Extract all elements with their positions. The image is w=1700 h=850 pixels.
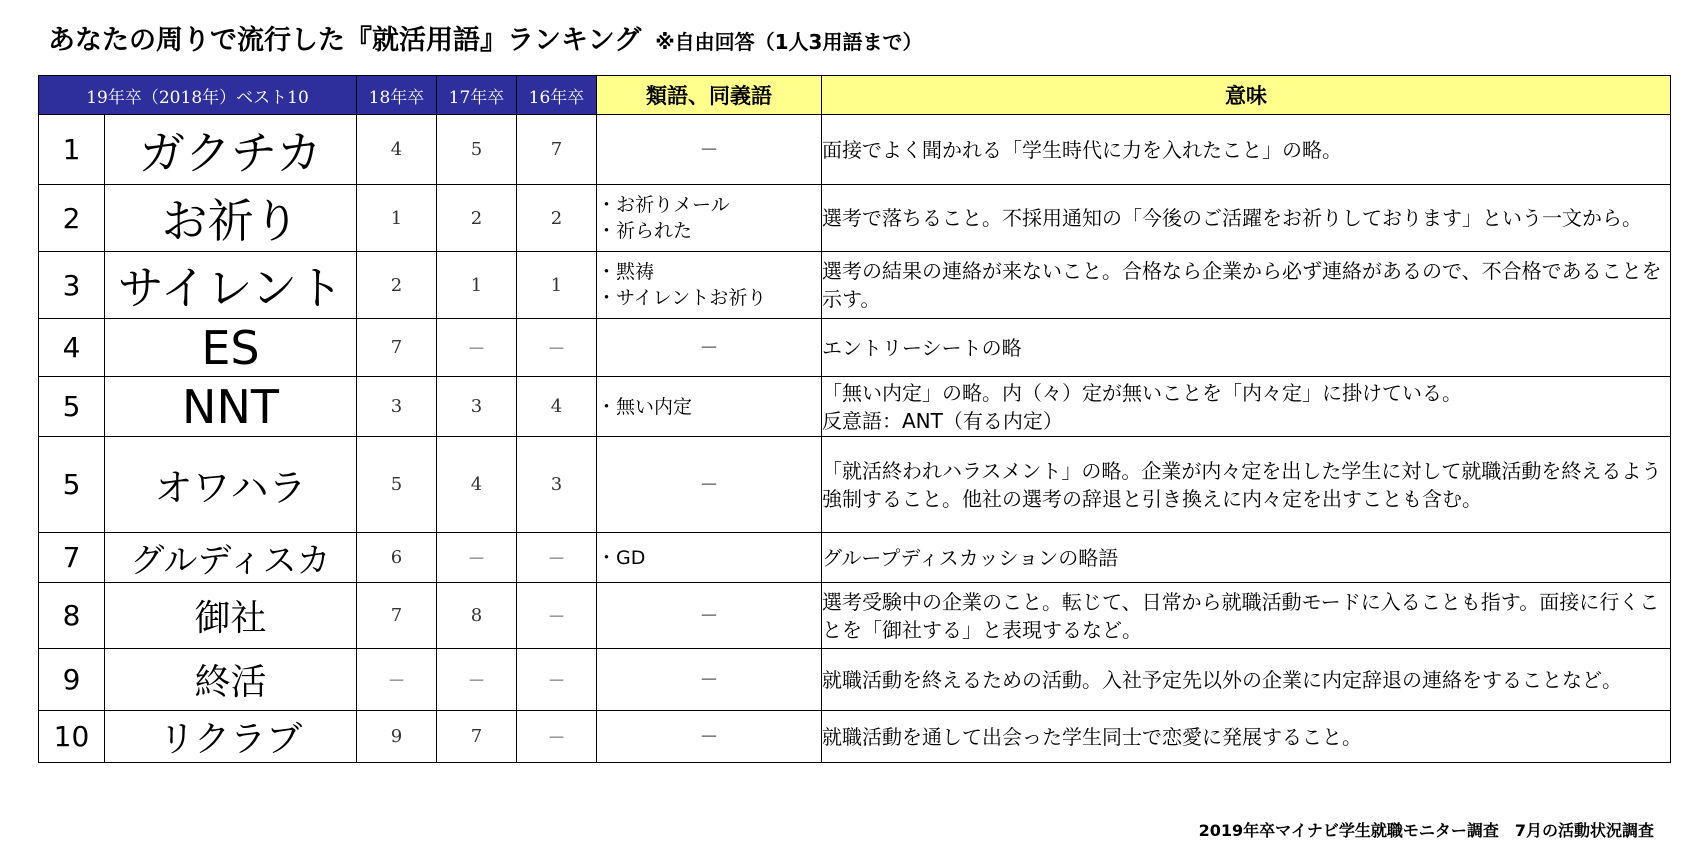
- header-best10: 19年卒（2018年）ベスト10: [39, 76, 357, 115]
- synonyms-cell: [597, 437, 822, 533]
- year18-cell: 9: [357, 711, 437, 763]
- table-row: [39, 437, 1671, 533]
- year17-cell: 2: [437, 185, 517, 252]
- rank-cell: 3: [39, 252, 105, 319]
- term-cell: リクラブ: [105, 711, 357, 763]
- rank-cell: 10: [39, 711, 105, 763]
- year16-cell: －: [517, 319, 597, 377]
- meaning-text: 「無い内定」の略。内（々）定が無いことを「内々定」に掛けている。: [822, 380, 1462, 405]
- header-synonyms: 類語、同義語: [597, 76, 822, 115]
- header-18: 18年卒: [357, 76, 437, 115]
- synonyms-cell: [597, 115, 822, 185]
- title-main: あなたの周りで流行した『就活用語』ランキング: [48, 25, 642, 56]
- meaning-text: 就職活動を通して出会った学生同士で恋愛に発展すること。: [822, 724, 1362, 749]
- rank-cell: 5: [39, 377, 105, 437]
- rank-cell: 8: [39, 583, 105, 649]
- ranking-table: [38, 75, 1671, 763]
- term-cell: 御社: [105, 583, 357, 649]
- year16-cell: 4: [517, 377, 597, 437]
- synonyms-cell: [597, 185, 822, 252]
- year17-cell: －: [437, 649, 517, 711]
- table-row: [39, 583, 1671, 649]
- year17-cell: －: [437, 319, 517, 377]
- year18-cell: 5: [357, 437, 437, 533]
- synonym-item: ・GD: [597, 546, 646, 569]
- year16-cell: －: [517, 711, 597, 763]
- header-row: [39, 76, 1671, 115]
- synonyms-cell: [597, 252, 822, 319]
- rank-cell: 2: [39, 185, 105, 252]
- rank-cell: 4: [39, 319, 105, 377]
- synonyms-cell: [597, 377, 822, 437]
- synonyms-cell: [597, 533, 822, 583]
- title-note: ※自由回答（1人3用語まで）: [655, 30, 923, 54]
- year17-cell: 4: [437, 437, 517, 533]
- synonyms-cell: [597, 649, 822, 711]
- meaning-cell: [822, 583, 1671, 649]
- table-row: [39, 377, 1671, 437]
- synonym-item: －: [699, 725, 719, 748]
- meaning-cell: [822, 185, 1671, 252]
- meaning-text: 選考の結果の連絡が来ないこと。合格なら企業から必ず連絡があるので、不合格であることを示す。: [822, 259, 1662, 311]
- meaning-cell: [822, 437, 1671, 533]
- meaning-cell: [822, 319, 1671, 377]
- table-row: [39, 252, 1671, 319]
- term-cell: 終活: [105, 649, 357, 711]
- rank-cell: 9: [39, 649, 105, 711]
- synonym-item: ・黙祷: [597, 261, 655, 283]
- year16-cell: －: [517, 583, 597, 649]
- rank-cell: 5: [39, 437, 105, 533]
- year18-cell: 3: [357, 377, 437, 437]
- synonym-item: ・お祈りメール: [597, 194, 730, 216]
- table-row: [39, 533, 1671, 583]
- year18-cell: 7: [357, 583, 437, 649]
- rank-cell: 7: [39, 533, 105, 583]
- synonym-item: ・祈られた: [597, 220, 693, 242]
- meaning-antonym: 反意語：ANT（有る内定）: [822, 408, 1063, 433]
- table-body: [39, 115, 1671, 763]
- synonym-item: ・無い内定: [597, 395, 693, 418]
- synonym-item: －: [699, 336, 719, 359]
- table-row: [39, 115, 1671, 185]
- header-meaning: 意味: [822, 76, 1671, 115]
- year17-cell: 3: [437, 377, 517, 437]
- year18-cell: 6: [357, 533, 437, 583]
- year16-cell: －: [517, 649, 597, 711]
- synonym-item: －: [699, 604, 719, 627]
- term-cell: オワハラ: [105, 437, 357, 533]
- year16-cell: 1: [517, 252, 597, 319]
- table-row: [39, 319, 1671, 377]
- page-title: [48, 18, 922, 57]
- year18-cell: －: [357, 649, 437, 711]
- term-cell: サイレント: [105, 252, 357, 319]
- meaning-cell: [822, 649, 1671, 711]
- year16-cell: 7: [517, 115, 597, 185]
- meaning-cell: [822, 252, 1671, 319]
- rank-cell: 1: [39, 115, 105, 185]
- table-row: [39, 185, 1671, 252]
- synonyms-cell: [597, 319, 822, 377]
- year18-cell: 7: [357, 319, 437, 377]
- term-cell: グルディスカ: [105, 533, 357, 583]
- meaning-text: 選考で落ちること。不採用通知の「今後のご活躍をお祈りしております」という一文から。: [822, 206, 1642, 230]
- year18-cell: 2: [357, 252, 437, 319]
- source-footer: 2019年卒マイナビ学生就職モニター調査 7月の活動状況調査: [1198, 821, 1654, 840]
- table-row: [39, 649, 1671, 711]
- term-cell: ガクチカ: [105, 115, 357, 185]
- table-row: [39, 711, 1671, 763]
- year17-cell: －: [437, 533, 517, 583]
- year16-cell: －: [517, 533, 597, 583]
- year16-cell: 3: [517, 437, 597, 533]
- year18-cell: 1: [357, 185, 437, 252]
- header-16: 16年卒: [517, 76, 597, 115]
- meaning-text: グループディスカッションの略語: [822, 545, 1119, 570]
- meaning-text: 選考受験中の企業のこと。転じて、日常から就職活動モードに入ることも指す。面接に行くことを「御社する」と表現するなど。: [822, 589, 1660, 642]
- year16-cell: 2: [517, 185, 597, 252]
- header-17: 17年卒: [437, 76, 517, 115]
- meaning-text: 就職活動を終えるための活動。入社予定先以外の企業に内定辞退の連絡をすることなど。: [822, 667, 1622, 692]
- year17-cell: 8: [437, 583, 517, 649]
- meaning-text: 「就活終われハラスメント」の略。企業が内々定を出した学生に対して就職活動を終えるよう強制すること。他社の選考の辞退と引き換えに内々定を出すことも含む。: [822, 458, 1662, 511]
- meaning-cell: [822, 533, 1671, 583]
- meaning-text: 面接でよく聞かれる「学生時代に力を入れたこと」の略。: [822, 137, 1342, 162]
- synonym-item: －: [699, 473, 719, 496]
- meaning-cell: [822, 115, 1671, 185]
- term-cell: NNT: [105, 377, 357, 437]
- meaning-text: エントリーシートの略: [822, 335, 1022, 360]
- meaning-cell: [822, 711, 1671, 763]
- year18-cell: 4: [357, 115, 437, 185]
- synonym-item: －: [699, 138, 719, 161]
- synonym-item: －: [699, 668, 719, 691]
- term-cell: お祈り: [105, 185, 357, 252]
- meaning-cell: [822, 377, 1671, 437]
- synonym-item: ・サイレントお祈り: [597, 287, 767, 309]
- synonyms-cell: [597, 583, 822, 649]
- year17-cell: 5: [437, 115, 517, 185]
- year17-cell: 1: [437, 252, 517, 319]
- term-cell: ES: [105, 319, 357, 377]
- year17-cell: 7: [437, 711, 517, 763]
- synonyms-cell: [597, 711, 822, 763]
